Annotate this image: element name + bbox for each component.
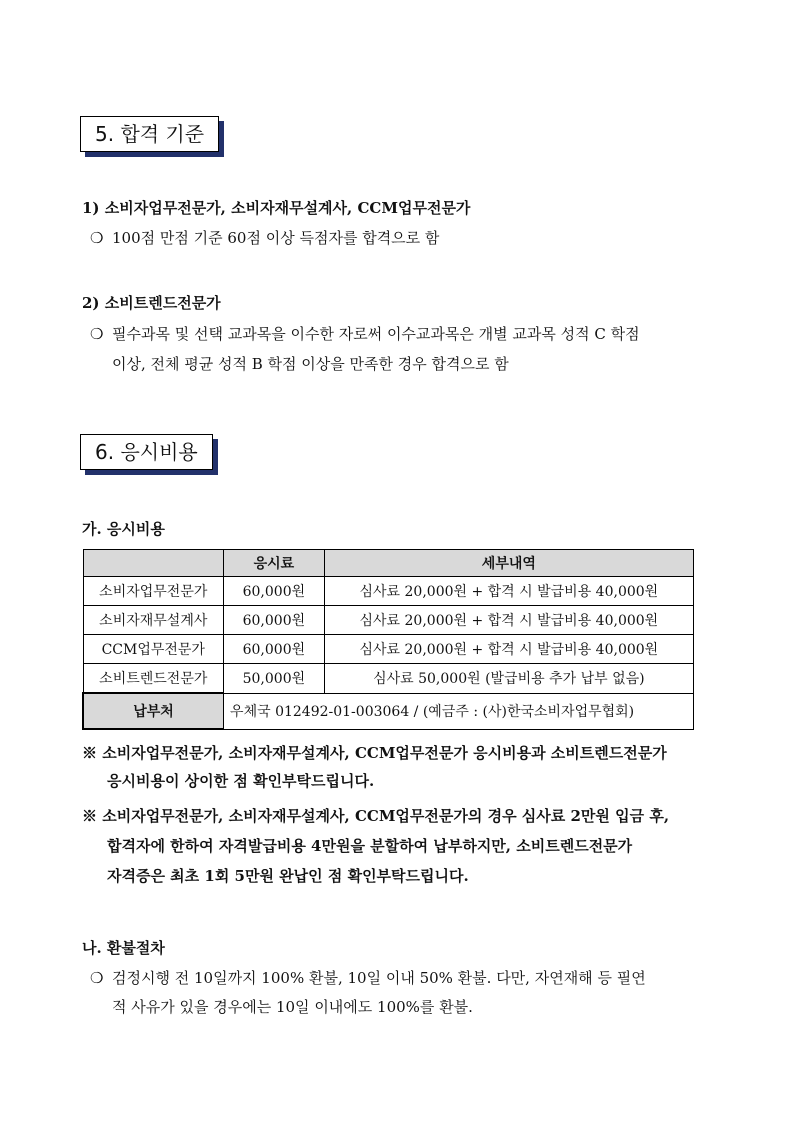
fee-cell-name: CCM업무전문가 bbox=[83, 635, 224, 664]
fee-cell-details: 심사료 50,000원 (발급비용 추가 납부 없음) bbox=[324, 664, 693, 694]
payment-row bbox=[83, 693, 694, 729]
fee-note-2-line3: 자격증은 최초 1회 5만원 완납인 점 확인부탁드립니다. bbox=[107, 867, 469, 885]
section-6-title bbox=[80, 434, 213, 470]
bullet-circle-icon: ❍ bbox=[90, 229, 104, 247]
payment-account: 우체국 012492-01-003064 / (예금주 : (사)한국소비자업무협회) bbox=[224, 693, 694, 729]
table-row bbox=[83, 664, 694, 694]
fee-cell-amount: 50,000원 bbox=[224, 664, 325, 694]
criteria-bullet-2 bbox=[90, 321, 640, 348]
refund-bullet-cont: 적 사유가 있을 경우에는 10일 이내에도 100%를 환불. bbox=[112, 998, 473, 1016]
fee-cell-name: 소비자재무설계사 bbox=[83, 606, 224, 635]
fee-cell-name: 소비자업무전문가 bbox=[83, 577, 224, 606]
criteria-bullet-1-text: 100점 만점 기준 60점 이상 득점자를 합격으로 함 bbox=[112, 229, 440, 247]
fee-cell-amount: 60,000원 bbox=[224, 635, 325, 664]
fee-cell-amount: 60,000원 bbox=[224, 606, 325, 635]
fee-header-amount: 응시료 bbox=[224, 550, 325, 577]
criteria-heading-1: 1) 소비자업무전문가, 소비자재무설계사, CCM업무전문가 bbox=[82, 199, 471, 217]
fee-note-2-line2: 합격자에 한하여 자격발급비용 4만원을 분할하여 납부하지만, 소비트렌드전문가 bbox=[107, 837, 633, 855]
criteria-heading-2: 2) 소비트렌드전문가 bbox=[82, 294, 221, 312]
table-row bbox=[83, 606, 694, 635]
refund-heading: 나. 환불절차 bbox=[82, 939, 165, 957]
criteria-bullet-2-cont: 이상, 전체 평균 성적 B 학점 이상을 만족한 경우 합격으로 함 bbox=[112, 355, 509, 373]
section-5-title-text: 5. 합격 기준 bbox=[95, 122, 205, 146]
fee-note-1-line2: 응시비용이 상이한 점 확인부탁드립니다. bbox=[107, 772, 375, 790]
table-row bbox=[83, 577, 694, 606]
bullet-circle-icon: ❍ bbox=[90, 969, 104, 987]
table-row bbox=[83, 635, 694, 664]
fee-header-details: 세부내역 bbox=[324, 550, 693, 577]
fee-note-1-line1: ※ 소비자업무전문가, 소비자재무설계사, CCM업무전문가 응시비용과 소비트렌드전문가 bbox=[82, 744, 667, 762]
fee-cell-amount: 60,000원 bbox=[224, 577, 325, 606]
criteria-bullet-1 bbox=[90, 225, 439, 252]
fee-table bbox=[82, 549, 694, 730]
refund-bullet bbox=[90, 965, 646, 992]
fee-cell-details: 심사료 20,000원 + 합격 시 발급비용 40,000원 bbox=[324, 606, 693, 635]
criteria-bullet-2-line1: 필수과목 및 선택 교과목을 이수한 자로써 이수교과목은 개별 교과목 성적 C 학점 bbox=[112, 325, 640, 343]
fee-note-2-line1: ※ 소비자업무전문가, 소비자재무설계사, CCM업무전문가의 경우 심사료 2만원 입금 후, bbox=[82, 807, 670, 825]
section-5-title bbox=[80, 116, 219, 152]
fee-table-header bbox=[83, 550, 694, 577]
section-6-title-text: 6. 응시비용 bbox=[95, 440, 198, 464]
fee-cell-name: 소비트렌드전문가 bbox=[83, 664, 224, 694]
fee-cell-details: 심사료 20,000원 + 합격 시 발급비용 40,000원 bbox=[324, 577, 693, 606]
fee-header-blank bbox=[83, 550, 224, 577]
fee-heading: 가. 응시비용 bbox=[82, 520, 165, 538]
payment-label: 납부처 bbox=[83, 693, 224, 729]
fee-cell-details: 심사료 20,000원 + 합격 시 발급비용 40,000원 bbox=[324, 635, 693, 664]
refund-bullet-line1: 검정시행 전 10일까지 100% 환불, 10일 이내 50% 환불. 다만, 자연재해 등 필연 bbox=[112, 969, 646, 987]
bullet-circle-icon: ❍ bbox=[90, 325, 104, 343]
